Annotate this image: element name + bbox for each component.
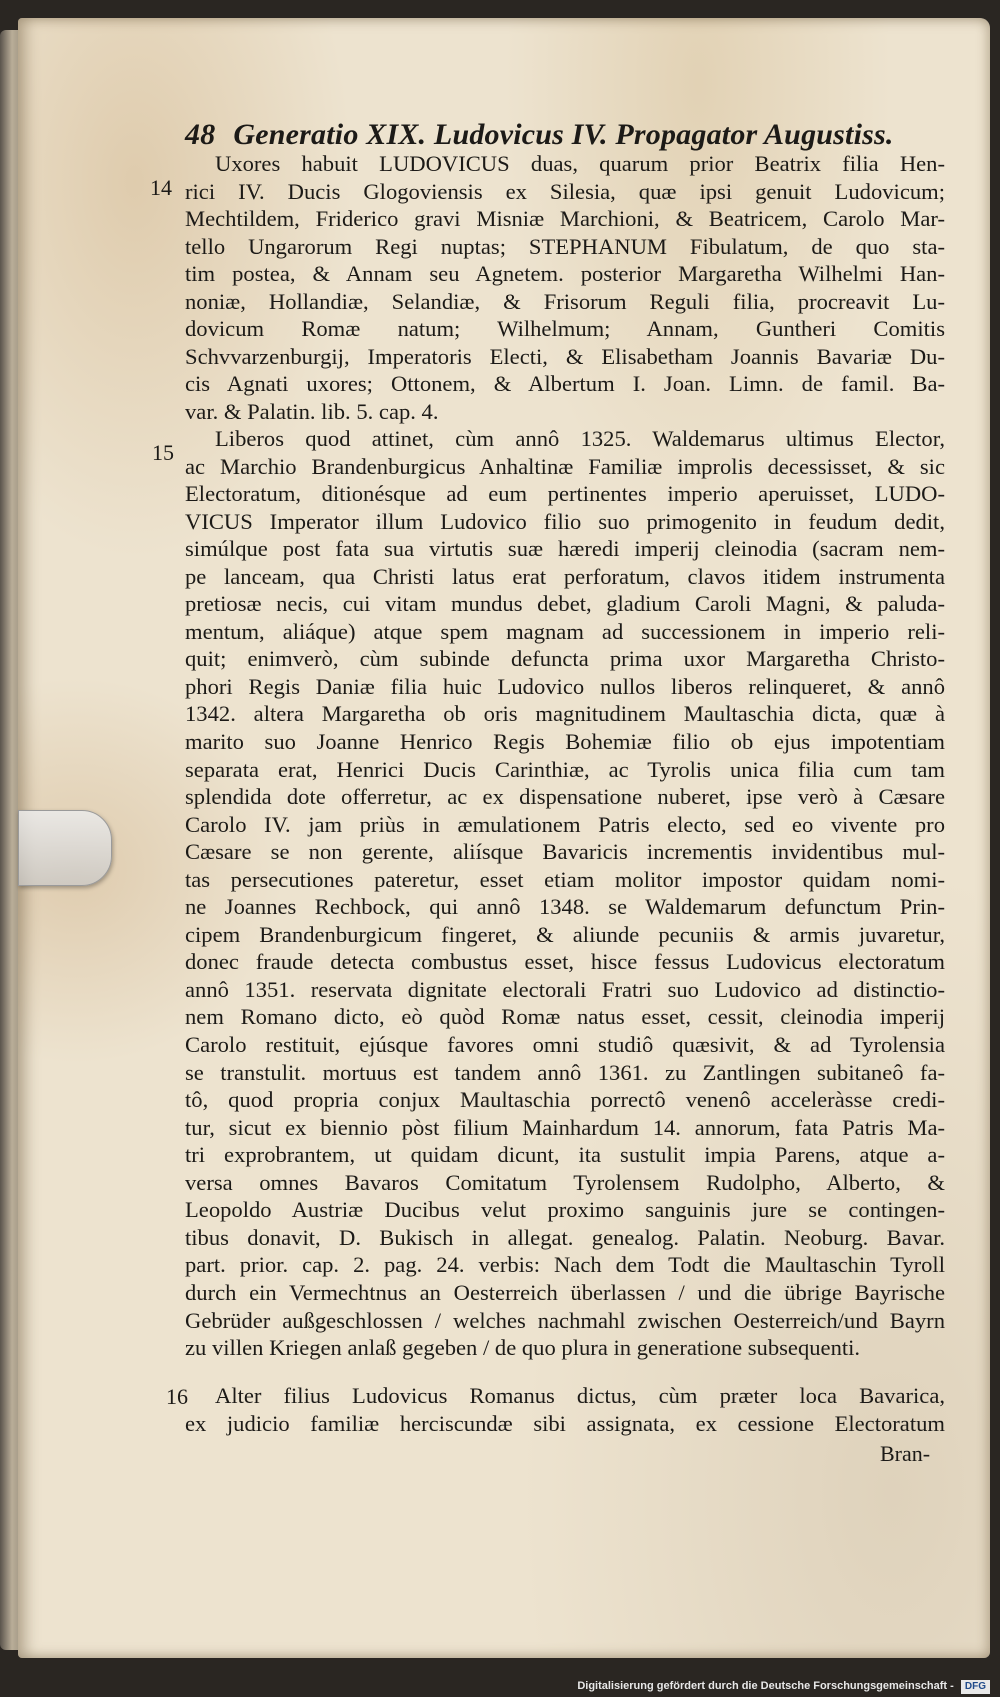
text-line: tas persecutiones pateretur, esset etiam molitor impostor quidam nomi- xyxy=(185,866,945,892)
text-line: mentum, aliáque) atque spem magnam ad successionem in imperio reli- xyxy=(185,618,945,644)
paragraph-number-15: 15 xyxy=(152,440,174,465)
text-line: cis Agnati uxores; Ottonem, & Albertum I. Joan. Limn. de famil. Ba- xyxy=(185,371,945,397)
text-line: Alter filius Ludovicus Romanus dictus, cùm præter loca Bavarica, xyxy=(215,1383,945,1408)
text-line: nem Romano dicto, eò quòd Romæ natus esset, cessit, cleinodia imperij xyxy=(185,1004,945,1030)
paragraph-14 xyxy=(185,150,945,425)
text-line: cipem Brandenburgicum fingeret, & aliunde pecuniis & armis juvaretur, xyxy=(185,921,945,947)
text-line: Uxores habuit LUDOVICUS duas, quarum prior Beatrix filia Hen- xyxy=(215,151,945,176)
text-line: part. prior. cap. 2. pag. 24. verbis: Nach dem Todt die Maultaschin Tyroll xyxy=(185,1252,945,1278)
page-number: 48 xyxy=(185,118,216,151)
digitization-footer xyxy=(0,1675,1000,1697)
text-line: VICUS Imperator illum Ludovico filio suo primogenito in feudum dedit, xyxy=(185,508,945,534)
text-line: noniæ, Hollandiæ, Selandiæ, & Frisorum Reguli filia, procreavit Lu- xyxy=(185,288,945,314)
paragraph-number-16: 16 xyxy=(166,1384,188,1409)
text-line: separata erat, Henrici Ducis Carinthiæ, ac Tyrolis unica filia cum tam xyxy=(185,756,945,782)
text-line: ne Joannes Rechbock, qui annô 1348. se Waldemarum defunctum Prin- xyxy=(185,894,945,920)
text-line: Liberos quod attinet, cùm annô 1325. Waldemarus ultimus Elector, xyxy=(215,426,945,451)
text-line: marito suo Joanne Henrico Regis Bohemiæ filio ob ejus impotentiam xyxy=(185,729,945,755)
text-line: 1342. altera Margaretha ob oris magnitudinem Maultaschia dicta, quæ à xyxy=(185,701,945,727)
text-line: annô 1351. reservata dignitate electorali Fratri suo Ludovico ad distinctio- xyxy=(185,976,945,1002)
text-line: Gebrüder außgeschlossen / welches nachmahl zwischen Oesterreich/und Bayrn xyxy=(185,1307,945,1333)
text-line: tri exprobrantem, ut quidam dicunt, ita sustulit impia Parens, atque a- xyxy=(185,1142,945,1168)
running-title: Generatio XIX. Ludovicus IV. Propagator Augustiss. xyxy=(233,118,894,151)
funding-credit: Digitalisierung gefördert durch die Deutsche Forschungsgemeinschaft - xyxy=(577,1680,954,1692)
text-line: Leopoldo Austriæ Ducibus velut proximo sanguinis jure se contingen- xyxy=(185,1197,945,1223)
text-line: tibus donavit, D. Bukisch in allegat. genealog. Palatin. Neoburg. Bavar. xyxy=(185,1224,945,1250)
page-header xyxy=(185,118,925,152)
text-line: dovicum Romæ natum; Wilhelmum; Annam, Guntheri Comitis xyxy=(185,316,945,342)
catchword: Bran- xyxy=(880,1441,931,1466)
text-line: ac Marchio Brandenburgicus Anhaltinæ Familiæ improlis decessisset, & sic xyxy=(185,453,945,479)
text-line: se transtulit. mortuus est tandem annô 1361. zu Zantlingen subitaneô fa- xyxy=(185,1059,945,1085)
text-line: quit; enimverò, cùm subinde defuncta prima uxor Margaretha Christo- xyxy=(185,646,945,672)
text-line: phori Regis Daniæ filia huic Ludovico nullos liberos relinqueret, & annô xyxy=(185,673,945,699)
paragraph-16 xyxy=(185,1382,945,1437)
text-line: durch ein Vermechtnus an Oesterreich überlassen / und die übrige Bayrische xyxy=(185,1279,945,1305)
text-line: Schvvarzenburgij, Imperatoris Electi, & Elisabetham Joannis Bavariæ Du- xyxy=(185,343,945,369)
page-clip xyxy=(18,810,112,886)
text-line: Electoratum, ditionésque ad eum pertinentes imperio aperuisset, LUDO- xyxy=(185,481,945,507)
text-line: donec fraude detecta combustus esset, hisce fessus Ludovicus electoratum xyxy=(185,949,945,975)
text-line: simúlque post fata sua virtutis suæ hæredi imperij cleinodia (sacram nem- xyxy=(185,536,945,562)
text-line: ex judicio familiæ herciscundæ sibi assignata, ex cessione Electoratum xyxy=(185,1410,945,1436)
text-line: tur, sicut ex biennio pòst filium Mainhardum 14. annorum, fata Patris Ma- xyxy=(185,1114,945,1140)
text-line: Carolo IV. jam priùs in æmulationem Patris electo, sed eo vivente pro xyxy=(185,811,945,837)
dfg-logo: DFG xyxy=(961,1680,990,1694)
text-line: splendida dote offerretur, ac ex dispensatione nuberet, ipse verò à Cæsare xyxy=(185,784,945,810)
paragraph-15 xyxy=(185,425,945,1362)
text-line: Cæsare se non gerente, aliísque Bavaricis incrementis invidentibus mul- xyxy=(185,839,945,865)
text-line: tim postea, & Annam seu Agnetem. posterior Margaretha Wilhelmi Han- xyxy=(185,261,945,287)
text-line: pretiosæ necis, cui vitam mundus debet, gladium Caroli Magni, & paluda- xyxy=(185,591,945,617)
text-line: rici IV. Ducis Glogoviensis ex Silesia, quæ ipsi genuit Ludovicum; xyxy=(185,178,945,204)
text-line: Mechtildem, Friderico gravi Misniæ Marchioni, & Beatricem, Carolo Mar- xyxy=(185,206,945,232)
paragraph-number-14: 14 xyxy=(150,175,172,200)
text-line: var. & Palatin. lib. 5. cap. 4. xyxy=(185,398,439,424)
text-line: Carolo restituit, ejúsque favores omni studiô quæsivit, & ad Tyrolensia xyxy=(185,1032,945,1058)
text-line: tô, quod propria conjux Maultaschia porrectô venenô acceleràsse credi- xyxy=(185,1087,945,1113)
text-line: pe lanceam, qua Christi latus erat perforatum, clavos itidem instrumenta xyxy=(185,563,945,589)
text-line: tello Ungarorum Regi nuptas; STEPHANUM Fibulatum, de quo sta- xyxy=(185,233,945,259)
text-line: versa omnes Bavaros Comitatum Tyrolensem Rudolpho, Alberto, & xyxy=(185,1169,945,1195)
text-line: zu villen Kriegen anlaß gegeben / de quo plura in generatione subsequenti. xyxy=(185,1335,861,1361)
